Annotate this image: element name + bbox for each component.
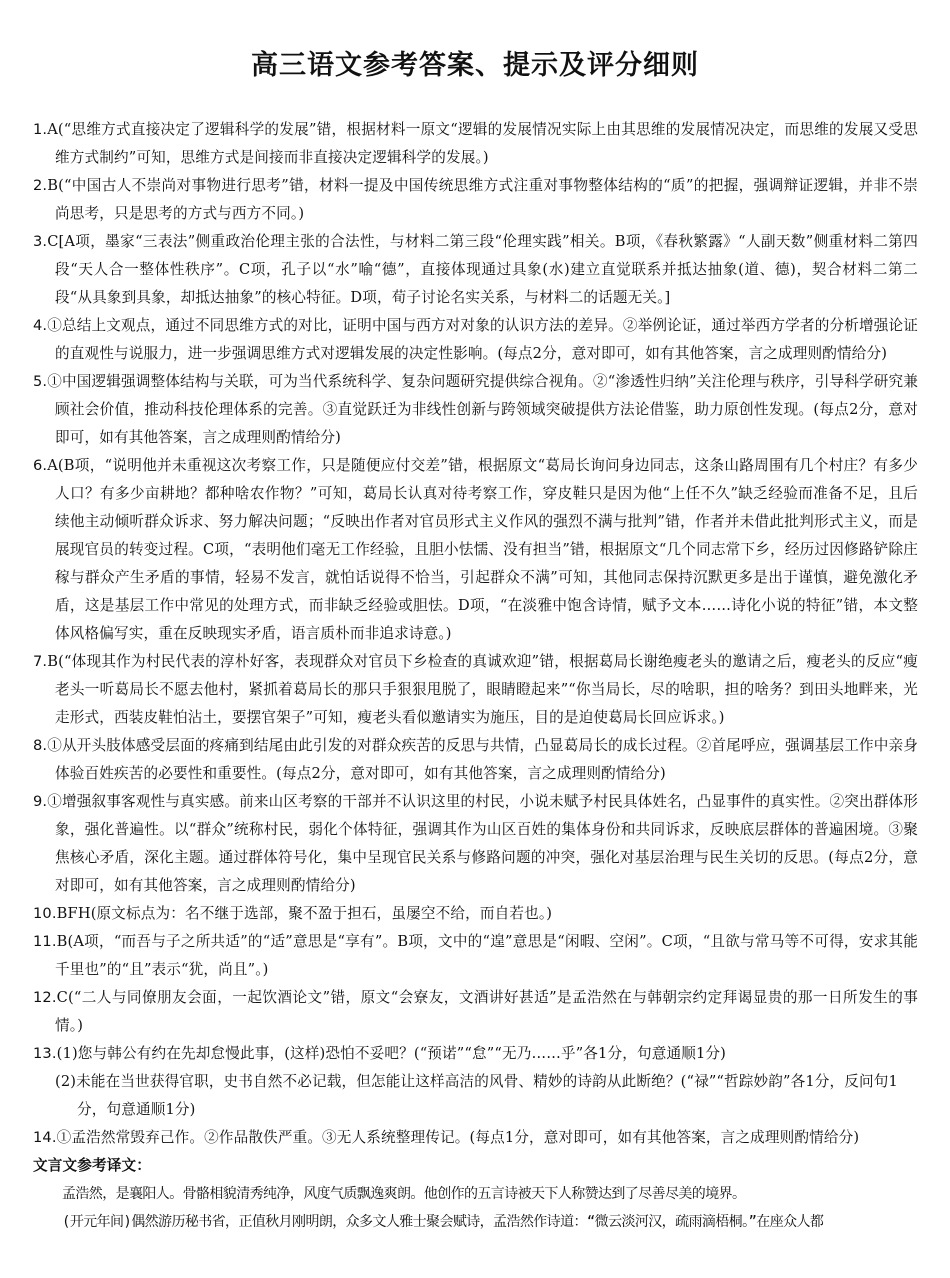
answer-item-5 bbox=[33, 368, 918, 452]
item-number: 2. bbox=[33, 177, 48, 194]
item-number: 4. bbox=[33, 317, 48, 334]
item-number: 1. bbox=[33, 121, 48, 138]
item-text: A(“思维方式直接决定了逻辑科学的发展”错，根据材料一原文“逻辑的发展情况实际上由其思维的发展情况决定，而思维的发展又受思维方式制约”可知，思维方式是间接而非直接决定逻辑科学的发展。) bbox=[47, 121, 918, 166]
item-text: C[A项，墨家“三表法”侧重政治伦理主张的合法性，与材料二第三段“伦理实践”相关。B项，《春秋繁露》“人副天数”侧重材料二第四段“天人合一整体性秩序”。C项，孔子以“水”喻“德”，直接体现通过具象(水)建立直觉联系并抵达抽象(道、德)，契合材料二第二段“从具象到具象，却抵达抽象”的核心特征。D项，荀子讨论名实关系，与材料二的话题无关。] bbox=[47, 233, 918, 306]
answer-item-4 bbox=[33, 312, 918, 368]
answer-item-11 bbox=[33, 928, 918, 984]
item-text: (2)未能在当世获得官职，史书自然不必记载，但怎能让这样高洁的风骨、精妙的诗韵从此断绝？(“禄”“哲踪妙韵”各1分，反问句1分，句意通顺1分) bbox=[55, 1073, 898, 1118]
translation-heading: 文言文参考译文： bbox=[33, 1157, 151, 1174]
item-number: 7. bbox=[33, 653, 48, 670]
answer-list bbox=[33, 116, 918, 1236]
item-text: ①孟浩然常毁弃己作。②作品散佚严重。③无人系统整理传记。(每点1分，意对即可，如有其他答案，言之成理则酌情给分) bbox=[56, 1129, 860, 1146]
answer-item-13-part2 bbox=[33, 1068, 918, 1124]
item-number: 5. bbox=[33, 373, 48, 390]
answer-item-12 bbox=[33, 984, 918, 1040]
item-number: 6. bbox=[33, 457, 48, 474]
item-number: 10. bbox=[33, 905, 57, 922]
item-number: 8. bbox=[33, 737, 48, 754]
answer-item-6 bbox=[33, 452, 918, 648]
item-text: ①中国逻辑强调整体结构与关联，可为当代系统科学、复杂问题研究提供综合视角。②“渗透性归纳”关注伦理与秩序，引导科学研究兼顾社会价值，推动科技伦理体系的完善。③直觉跃迁为非线性创新与跨领域突破提供方法论借鉴，助力原创性发现。(每点2分，意对即可，如有其他答案，言之成理则酌情给分) bbox=[47, 373, 918, 446]
item-text: ①增强叙事客观性与真实感。前来山区考察的干部并不认识这里的村民，小说未赋予村民具体姓名，凸显事件的真实性。②突出群体形象，强化普遍性。以“群众”统称村民，弱化个体特征，强调其作为山区百姓的集体身份和共同诉求，反映底层群体的普遍困境。③聚焦核心矛盾，深化主题。通过群体符号化，集中呈现官民关系与修路问题的冲突，强化对基层治理与民生关切的反思。(每点2分，意对即可，如有其他答案，言之成理则酌情给分) bbox=[47, 793, 918, 894]
item-text: (1)您与韩公有约在先却怠慢此事，(这样)恐怕不妥吧？(“预诺”“怠”“无乃……乎”各1分，句意通顺1分) bbox=[56, 1045, 726, 1062]
item-text: BFH(原文标点为：名不继于选部，聚不盈于担石，虽屡空不给，而自若也。) bbox=[56, 905, 553, 922]
answer-item-14 bbox=[33, 1124, 918, 1152]
item-number: 14. bbox=[33, 1129, 57, 1146]
translation-paragraph-1: 孟浩然，是襄阳人。骨骼相貌清秀纯净，风度气质飘逸爽朗。他创作的五言诗被天下人称赞达到了尽善尽美的境界。 bbox=[62, 1186, 746, 1202]
item-number: 12. bbox=[33, 989, 57, 1006]
answer-item-2 bbox=[33, 172, 918, 228]
item-number: 9. bbox=[33, 793, 48, 810]
answer-item-10 bbox=[33, 900, 918, 928]
answer-item-7 bbox=[33, 648, 918, 732]
item-text: ①总结上文观点，通过不同思维方式的对比，证明中国与西方对对象的认识方法的差异。②举例论证，通过举西方学者的分析增强论证的直观性与说服力，进一步强调思维方式对逻辑发展的决定性影响。(每点2分，意对即可，如有其他答案，言之成理则酌情给分) bbox=[47, 317, 918, 362]
translation-paragraph-2: (开元年间)偶然游历秘书省，正值秋月刚明朗，众多文人雅士聚会赋诗，孟浩然作诗道：“微云淡河汉，疏雨滴梧桐。”在座众人都 bbox=[62, 1214, 824, 1230]
item-text: B(A项，“而吾与子之所共适”的“适”意思是“享有”。B项，文中的“遑”意思是“闲暇、空闲”。C项，“且欲与常马等不可得，安求其能千里也”的“且”表示“犹，尚且”。) bbox=[55, 933, 918, 978]
answer-item-3 bbox=[33, 228, 918, 312]
page-title: 高三语文参考答案、提示及评分细则 bbox=[251, 50, 699, 81]
answer-item-8 bbox=[33, 732, 918, 788]
item-text: B(“中国古人不崇尚对事物进行思考”错，材料一提及中国传统思维方式注重对事物整体结构的“质”的把握，强调辩证逻辑，并非不崇尚思考，只是思考的方式与西方不同。) bbox=[47, 177, 918, 222]
item-text: B(“体现其作为村民代表的淳朴好客，表现群众对官员下乡检查的真诚欢迎”错，根据葛局长谢绝瘦老头的邀请之后，瘦老头的反应“瘦老头一听葛局长不愿去他村，紧抓着葛局长的那只手狠狠甩脱了，眼睛瞪起来”“你当局长，尽的啥职，担的啥务？到田头地畔来，光走形式，西装皮鞋怕沾土，要摆官架子”可知，瘦老头看似邀请实为施压，目的是迫使葛局长回应诉求。) bbox=[47, 653, 918, 726]
item-text: A(B项，“说明他并未重视这次考察工作，只是随便应付交差”错，根据原文“葛局长询问身边同志，这条山路周围有几个村庄？有多少人口？有多少亩耕地？都种啥农作物？”可知，葛局长认真对待考察工作，穿皮鞋只是因为他“上任不久”缺乏经验而准备不足，且后续他主动倾听群众诉求、努力解决问题；“反映出作者对官员形式主义作风的强烈不满与批判”错，作者并未借此批判形式主义，而是展现官员的转变过程。C项，“表明他们毫无工作经验，且胆小怯懦、没有担当”错，根据原文“几个同志常下乡，经历过因修路铲除庄稼与群众产生矛盾的事情，轻易不发言，就怕话说得不恰当，引起群众不满”可知，其他同志保持沉默更多是出于谨慎，避免激化矛盾，这是基层工作中常见的处理方式，而非缺乏经验或胆怯。D项，“在淡雅中饱含诗情，赋予文本……诗化小说的特征”错，本文整体风格偏写实，重在反映现实矛盾，语言质朴而非追求诗意。) bbox=[47, 457, 918, 642]
answer-item-1 bbox=[33, 116, 918, 172]
item-text: ①从开头肢体感受层面的疼痛到结尾由此引发的对群众疾苦的反思与共情，凸显葛局长的成长过程。②首尾呼应，强调基层工作中亲身体验百姓疾苦的必要性和重要性。(每点2分，意对即可，如有其他答案，言之成理则酌情给分) bbox=[47, 737, 918, 782]
item-number: 11. bbox=[33, 933, 57, 950]
answer-item-13 bbox=[33, 1040, 918, 1068]
item-number: 3. bbox=[33, 233, 48, 250]
item-text: C(“二人与同僚朋友会面，一起饮酒论文”错，原文“会寮友，文酒讲好甚适”是孟浩然在与韩朝宗约定拜谒显贵的那一日所发生的事情。) bbox=[55, 989, 918, 1034]
answer-item-9 bbox=[33, 788, 918, 900]
item-number: 13. bbox=[33, 1045, 57, 1062]
